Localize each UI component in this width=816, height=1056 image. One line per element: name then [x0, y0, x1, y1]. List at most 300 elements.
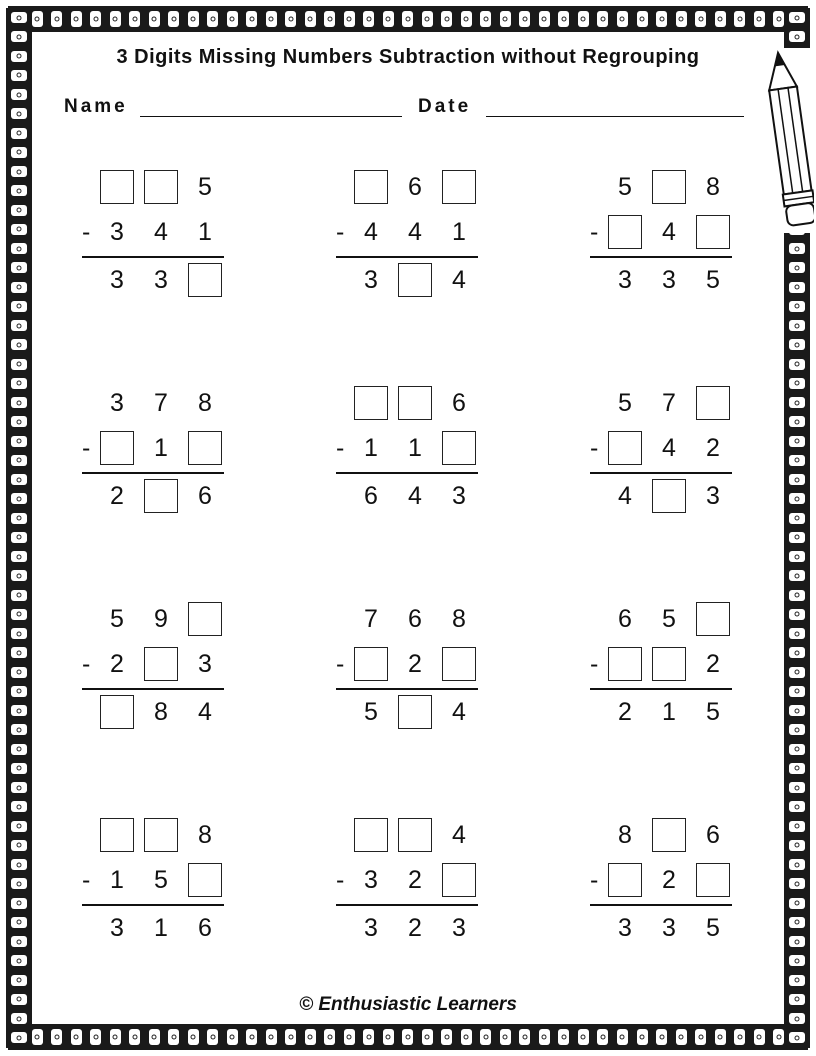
digit: 3 [618, 266, 632, 294]
border-tooth [789, 975, 805, 986]
border-tooth [383, 11, 394, 27]
digit: 4 [662, 218, 676, 246]
digit: 1 [154, 434, 168, 462]
answer-box[interactable] [100, 695, 134, 729]
answer-box[interactable] [652, 818, 686, 852]
subtraction-problem [590, 384, 740, 514]
digit: 1 [408, 434, 422, 462]
answer-rule [590, 256, 732, 258]
digit: 3 [198, 650, 212, 678]
border-left [6, 8, 32, 1048]
border-bottom [8, 1024, 808, 1050]
subtrahend-row [590, 861, 740, 899]
border-tooth [11, 609, 27, 620]
minus-sign: - [336, 866, 345, 894]
border-tooth [789, 378, 805, 389]
difference-row [590, 909, 740, 947]
digit: 3 [452, 482, 466, 510]
digit: 3 [110, 266, 124, 294]
border-tooth [11, 744, 27, 755]
digit: 3 [110, 914, 124, 942]
border-tooth [617, 11, 628, 27]
digit: 4 [452, 821, 466, 849]
digit: 1 [452, 218, 466, 246]
digit: 4 [408, 482, 422, 510]
border-tooth [461, 1029, 472, 1045]
border-tooth [789, 609, 805, 620]
subtraction-problem [336, 600, 486, 730]
border-tooth [246, 11, 257, 27]
border-tooth [363, 1029, 374, 1045]
minuend-row [336, 384, 486, 422]
digit: 3 [154, 266, 168, 294]
border-tooth [90, 1029, 101, 1045]
border-tooth [789, 359, 805, 370]
border-tooth [305, 1029, 316, 1045]
answer-box[interactable] [398, 818, 432, 852]
border-tooth [11, 243, 27, 254]
border-tooth [789, 936, 805, 947]
answer-box[interactable] [188, 263, 222, 297]
digit: 4 [452, 698, 466, 726]
minuend-row [590, 168, 740, 206]
answer-box[interactable] [608, 863, 642, 897]
border-tooth [71, 11, 82, 27]
border-tooth [676, 11, 687, 27]
answer-box[interactable] [652, 647, 686, 681]
border-tooth [227, 1029, 238, 1045]
border-tooth [11, 320, 27, 331]
border-tooth [324, 1029, 335, 1045]
digit: 5 [110, 605, 124, 633]
border-tooth [789, 647, 805, 658]
subtrahend-row [336, 861, 486, 899]
border-tooth [11, 378, 27, 389]
digit: 5 [662, 605, 676, 633]
digit: 8 [154, 698, 168, 726]
answer-box[interactable] [696, 602, 730, 636]
answer-rule [82, 688, 224, 690]
border-tooth [11, 667, 27, 678]
border-tooth [11, 590, 27, 601]
minus-sign: - [82, 218, 91, 246]
answer-rule [82, 472, 224, 474]
border-tooth [51, 1029, 62, 1045]
digit: 5 [618, 389, 632, 417]
border-tooth [11, 782, 27, 793]
border-tooth [11, 917, 27, 928]
border-tooth [32, 1029, 43, 1045]
border-tooth [363, 11, 374, 27]
subtraction-problem [336, 816, 486, 946]
border-tooth [773, 11, 784, 27]
digit: 5 [618, 173, 632, 201]
answer-rule [590, 688, 732, 690]
digit: 3 [662, 266, 676, 294]
minuend-row [82, 168, 232, 206]
answer-box[interactable] [188, 863, 222, 897]
subtrahend-row [82, 213, 232, 251]
answer-box[interactable] [100, 818, 134, 852]
border-tooth [11, 185, 27, 196]
border-tooth [789, 763, 805, 774]
subtrahend-row [590, 645, 740, 683]
border-tooth [11, 628, 27, 639]
difference-row [590, 477, 740, 515]
minus-sign: - [82, 434, 91, 462]
digit: 1 [364, 434, 378, 462]
border-tooth [11, 359, 27, 370]
digit: 6 [198, 482, 212, 510]
border-tooth [500, 1029, 511, 1045]
border-tooth [11, 282, 27, 293]
difference-row [336, 261, 486, 299]
border-tooth [789, 551, 805, 562]
date-label: Date [418, 96, 472, 117]
worksheet-title: 3 Digits Missing Numbers Subtraction without Regrouping [116, 46, 700, 68]
difference-row [336, 477, 486, 515]
border-tooth [789, 686, 805, 697]
border-tooth [11, 474, 27, 485]
border-tooth [617, 1029, 628, 1045]
border-tooth [11, 936, 27, 947]
border-tooth [11, 70, 27, 81]
border-tooth [90, 11, 101, 27]
digit: 4 [364, 218, 378, 246]
subtrahend-row [336, 213, 486, 251]
border-tooth [11, 224, 27, 235]
answer-box[interactable] [608, 215, 642, 249]
digit: 2 [706, 650, 720, 678]
border-tooth [789, 570, 805, 581]
digit: 3 [110, 389, 124, 417]
border-tooth [789, 301, 805, 312]
minuend-row [590, 600, 740, 638]
minus-sign: - [590, 650, 599, 678]
border-tooth [110, 11, 121, 27]
digit: 1 [154, 914, 168, 942]
border-tooth [110, 1029, 121, 1045]
border-tooth [11, 108, 27, 119]
digit: 2 [408, 914, 422, 942]
border-tooth [789, 724, 805, 735]
border-tooth [51, 11, 62, 27]
digit: 2 [706, 434, 720, 462]
border-tooth [715, 1029, 726, 1045]
border-tooth [129, 11, 140, 27]
answer-box[interactable] [100, 170, 134, 204]
answer-box[interactable] [354, 647, 388, 681]
border-tooth [266, 1029, 277, 1045]
digit: 2 [408, 650, 422, 678]
answer-box[interactable] [442, 647, 476, 681]
answer-box[interactable] [696, 386, 730, 420]
subtrahend-row [336, 645, 486, 683]
border-tooth [597, 11, 608, 27]
digit: 5 [154, 866, 168, 894]
answer-box[interactable] [354, 170, 388, 204]
border-tooth [695, 1029, 706, 1045]
digit: 2 [618, 698, 632, 726]
border-tooth [402, 11, 413, 27]
minus-sign: - [590, 866, 599, 894]
border-tooth [207, 1029, 218, 1045]
border-tooth [754, 1029, 765, 1045]
difference-row [82, 477, 232, 515]
border-tooth [789, 898, 805, 909]
answer-box[interactable] [144, 647, 178, 681]
border-tooth [227, 11, 238, 27]
answer-box[interactable] [188, 431, 222, 465]
border-tooth [461, 11, 472, 27]
digit: 8 [618, 821, 632, 849]
answer-box[interactable] [398, 386, 432, 420]
answer-rule [590, 472, 732, 474]
answer-rule [336, 904, 478, 906]
border-tooth [11, 898, 27, 909]
answer-box[interactable] [696, 215, 730, 249]
border-tooth [11, 975, 27, 986]
answer-box[interactable] [144, 818, 178, 852]
answer-box[interactable] [442, 431, 476, 465]
border-tooth [789, 667, 805, 678]
subtraction-problem [82, 816, 232, 946]
border-tooth [266, 11, 277, 27]
subtraction-problem [590, 600, 740, 730]
border-tooth [11, 205, 27, 216]
digit: 8 [706, 173, 720, 201]
border-tooth [285, 11, 296, 27]
digit: 6 [408, 173, 422, 201]
answer-box[interactable] [144, 479, 178, 513]
difference-row [82, 261, 232, 299]
digit: 5 [364, 698, 378, 726]
border-tooth [11, 647, 27, 658]
border-tooth [656, 11, 667, 27]
border-tooth [11, 570, 27, 581]
border-tooth [11, 89, 27, 100]
border-tooth [11, 821, 27, 832]
digit: 3 [452, 914, 466, 942]
digit: 3 [706, 482, 720, 510]
digit: 6 [198, 914, 212, 942]
border-tooth [754, 11, 765, 27]
border-tooth [558, 11, 569, 27]
border-tooth [789, 859, 805, 870]
border-tooth [168, 11, 179, 27]
answer-box[interactable] [696, 863, 730, 897]
border-tooth [773, 1029, 784, 1045]
difference-row [82, 693, 232, 731]
border-tooth [789, 282, 805, 293]
answer-box[interactable] [652, 479, 686, 513]
border-tooth [789, 628, 805, 639]
border-tooth [11, 262, 27, 273]
border-tooth [789, 493, 805, 504]
digit: 4 [452, 266, 466, 294]
copyright-footer: © Enthusiastic Learners [299, 994, 517, 1015]
difference-row [336, 909, 486, 947]
border-tooth [695, 11, 706, 27]
digit: 2 [110, 482, 124, 510]
border-tooth [11, 339, 27, 350]
digit: 3 [364, 914, 378, 942]
border-tooth [637, 11, 648, 27]
minus-sign: - [590, 218, 599, 246]
subtraction-problem [590, 168, 740, 298]
difference-row [82, 909, 232, 947]
border-tooth [519, 11, 530, 27]
digit: 1 [662, 698, 676, 726]
border-tooth [11, 1032, 27, 1043]
border-tooth [11, 724, 27, 735]
border-tooth [11, 551, 27, 562]
border-tooth [734, 11, 745, 27]
answer-box[interactable] [144, 170, 178, 204]
border-tooth [789, 513, 805, 524]
answer-box[interactable] [398, 263, 432, 297]
border-tooth [656, 1029, 667, 1045]
border-tooth [422, 11, 433, 27]
digit: 3 [618, 914, 632, 942]
minus-sign: - [336, 434, 345, 462]
border-tooth [11, 301, 27, 312]
name-input-line[interactable] [140, 116, 402, 117]
border-tooth [441, 11, 452, 27]
digit: 2 [408, 866, 422, 894]
border-tooth [71, 1029, 82, 1045]
digit: 8 [198, 389, 212, 417]
border-tooth [32, 11, 43, 27]
border-tooth [11, 436, 27, 447]
digit: 4 [198, 698, 212, 726]
digit: 6 [618, 605, 632, 633]
border-tooth [789, 590, 805, 601]
digit: 6 [452, 389, 466, 417]
border-tooth [500, 11, 511, 27]
border-tooth [149, 1029, 160, 1045]
digit: 9 [154, 605, 168, 633]
answer-box[interactable] [100, 431, 134, 465]
subtraction-problem [336, 168, 486, 298]
border-tooth [789, 339, 805, 350]
subtrahend-row [590, 213, 740, 251]
border-tooth [11, 12, 27, 23]
subtrahend-row [82, 861, 232, 899]
answer-box[interactable] [652, 170, 686, 204]
subtraction-problem [82, 168, 232, 298]
digit: 7 [364, 605, 378, 633]
digit: 3 [364, 866, 378, 894]
subtrahend-row [590, 429, 740, 467]
answer-rule [82, 256, 224, 258]
minus-sign: - [590, 434, 599, 462]
border-tooth [402, 1029, 413, 1045]
border-tooth [789, 782, 805, 793]
minus-sign: - [82, 866, 91, 894]
answer-box[interactable] [442, 863, 476, 897]
digit: 5 [706, 914, 720, 942]
border-tooth [11, 532, 27, 543]
border-tooth [11, 513, 27, 524]
border-tooth [11, 455, 27, 466]
border-tooth [11, 128, 27, 139]
border-tooth [188, 11, 199, 27]
minus-sign: - [336, 218, 345, 246]
subtraction-problem [336, 384, 486, 514]
answer-box[interactable] [354, 386, 388, 420]
digit: 3 [364, 266, 378, 294]
border-tooth [637, 1029, 648, 1045]
minuend-row [82, 816, 232, 854]
border-tooth [789, 955, 805, 966]
border-tooth [11, 147, 27, 158]
pencil-icon [766, 48, 814, 233]
border-tooth [11, 763, 27, 774]
minus-sign: - [336, 650, 345, 678]
answer-rule [336, 256, 478, 258]
subtraction-problem [590, 816, 740, 946]
answer-rule [82, 904, 224, 906]
border-tooth [597, 1029, 608, 1045]
border-tooth [129, 1029, 140, 1045]
answer-box[interactable] [442, 170, 476, 204]
answer-box[interactable] [354, 818, 388, 852]
border-tooth [480, 1029, 491, 1045]
answer-box[interactable] [608, 647, 642, 681]
border-tooth [11, 801, 27, 812]
answer-box[interactable] [608, 431, 642, 465]
border-tooth [383, 1029, 394, 1045]
date-input-line[interactable] [486, 116, 744, 117]
border-tooth [11, 840, 27, 851]
digit: 4 [662, 434, 676, 462]
minuend-row [590, 384, 740, 422]
subtrahend-row [336, 429, 486, 467]
border-tooth [578, 11, 589, 27]
border-tooth [11, 705, 27, 716]
answer-rule [336, 688, 478, 690]
answer-box[interactable] [188, 602, 222, 636]
border-tooth [789, 455, 805, 466]
border-tooth [246, 1029, 257, 1045]
border-tooth [789, 840, 805, 851]
border-tooth [789, 821, 805, 832]
digit: 5 [706, 266, 720, 294]
digit: 6 [364, 482, 378, 510]
border-top [8, 6, 808, 32]
digit: 8 [452, 605, 466, 633]
digit: 2 [662, 866, 676, 894]
minuend-row [336, 168, 486, 206]
border-tooth [789, 1032, 805, 1043]
answer-box[interactable] [398, 695, 432, 729]
border-tooth [11, 878, 27, 889]
digit: 7 [154, 389, 168, 417]
border-tooth [789, 436, 805, 447]
digit: 4 [618, 482, 632, 510]
digit: 4 [154, 218, 168, 246]
digit: 7 [662, 389, 676, 417]
answer-rule [590, 904, 732, 906]
digit: 1 [110, 866, 124, 894]
digit: 5 [198, 173, 212, 201]
border-tooth [344, 11, 355, 27]
border-tooth [789, 917, 805, 928]
digit: 6 [408, 605, 422, 633]
border-tooth [480, 11, 491, 27]
minuend-row [336, 816, 486, 854]
